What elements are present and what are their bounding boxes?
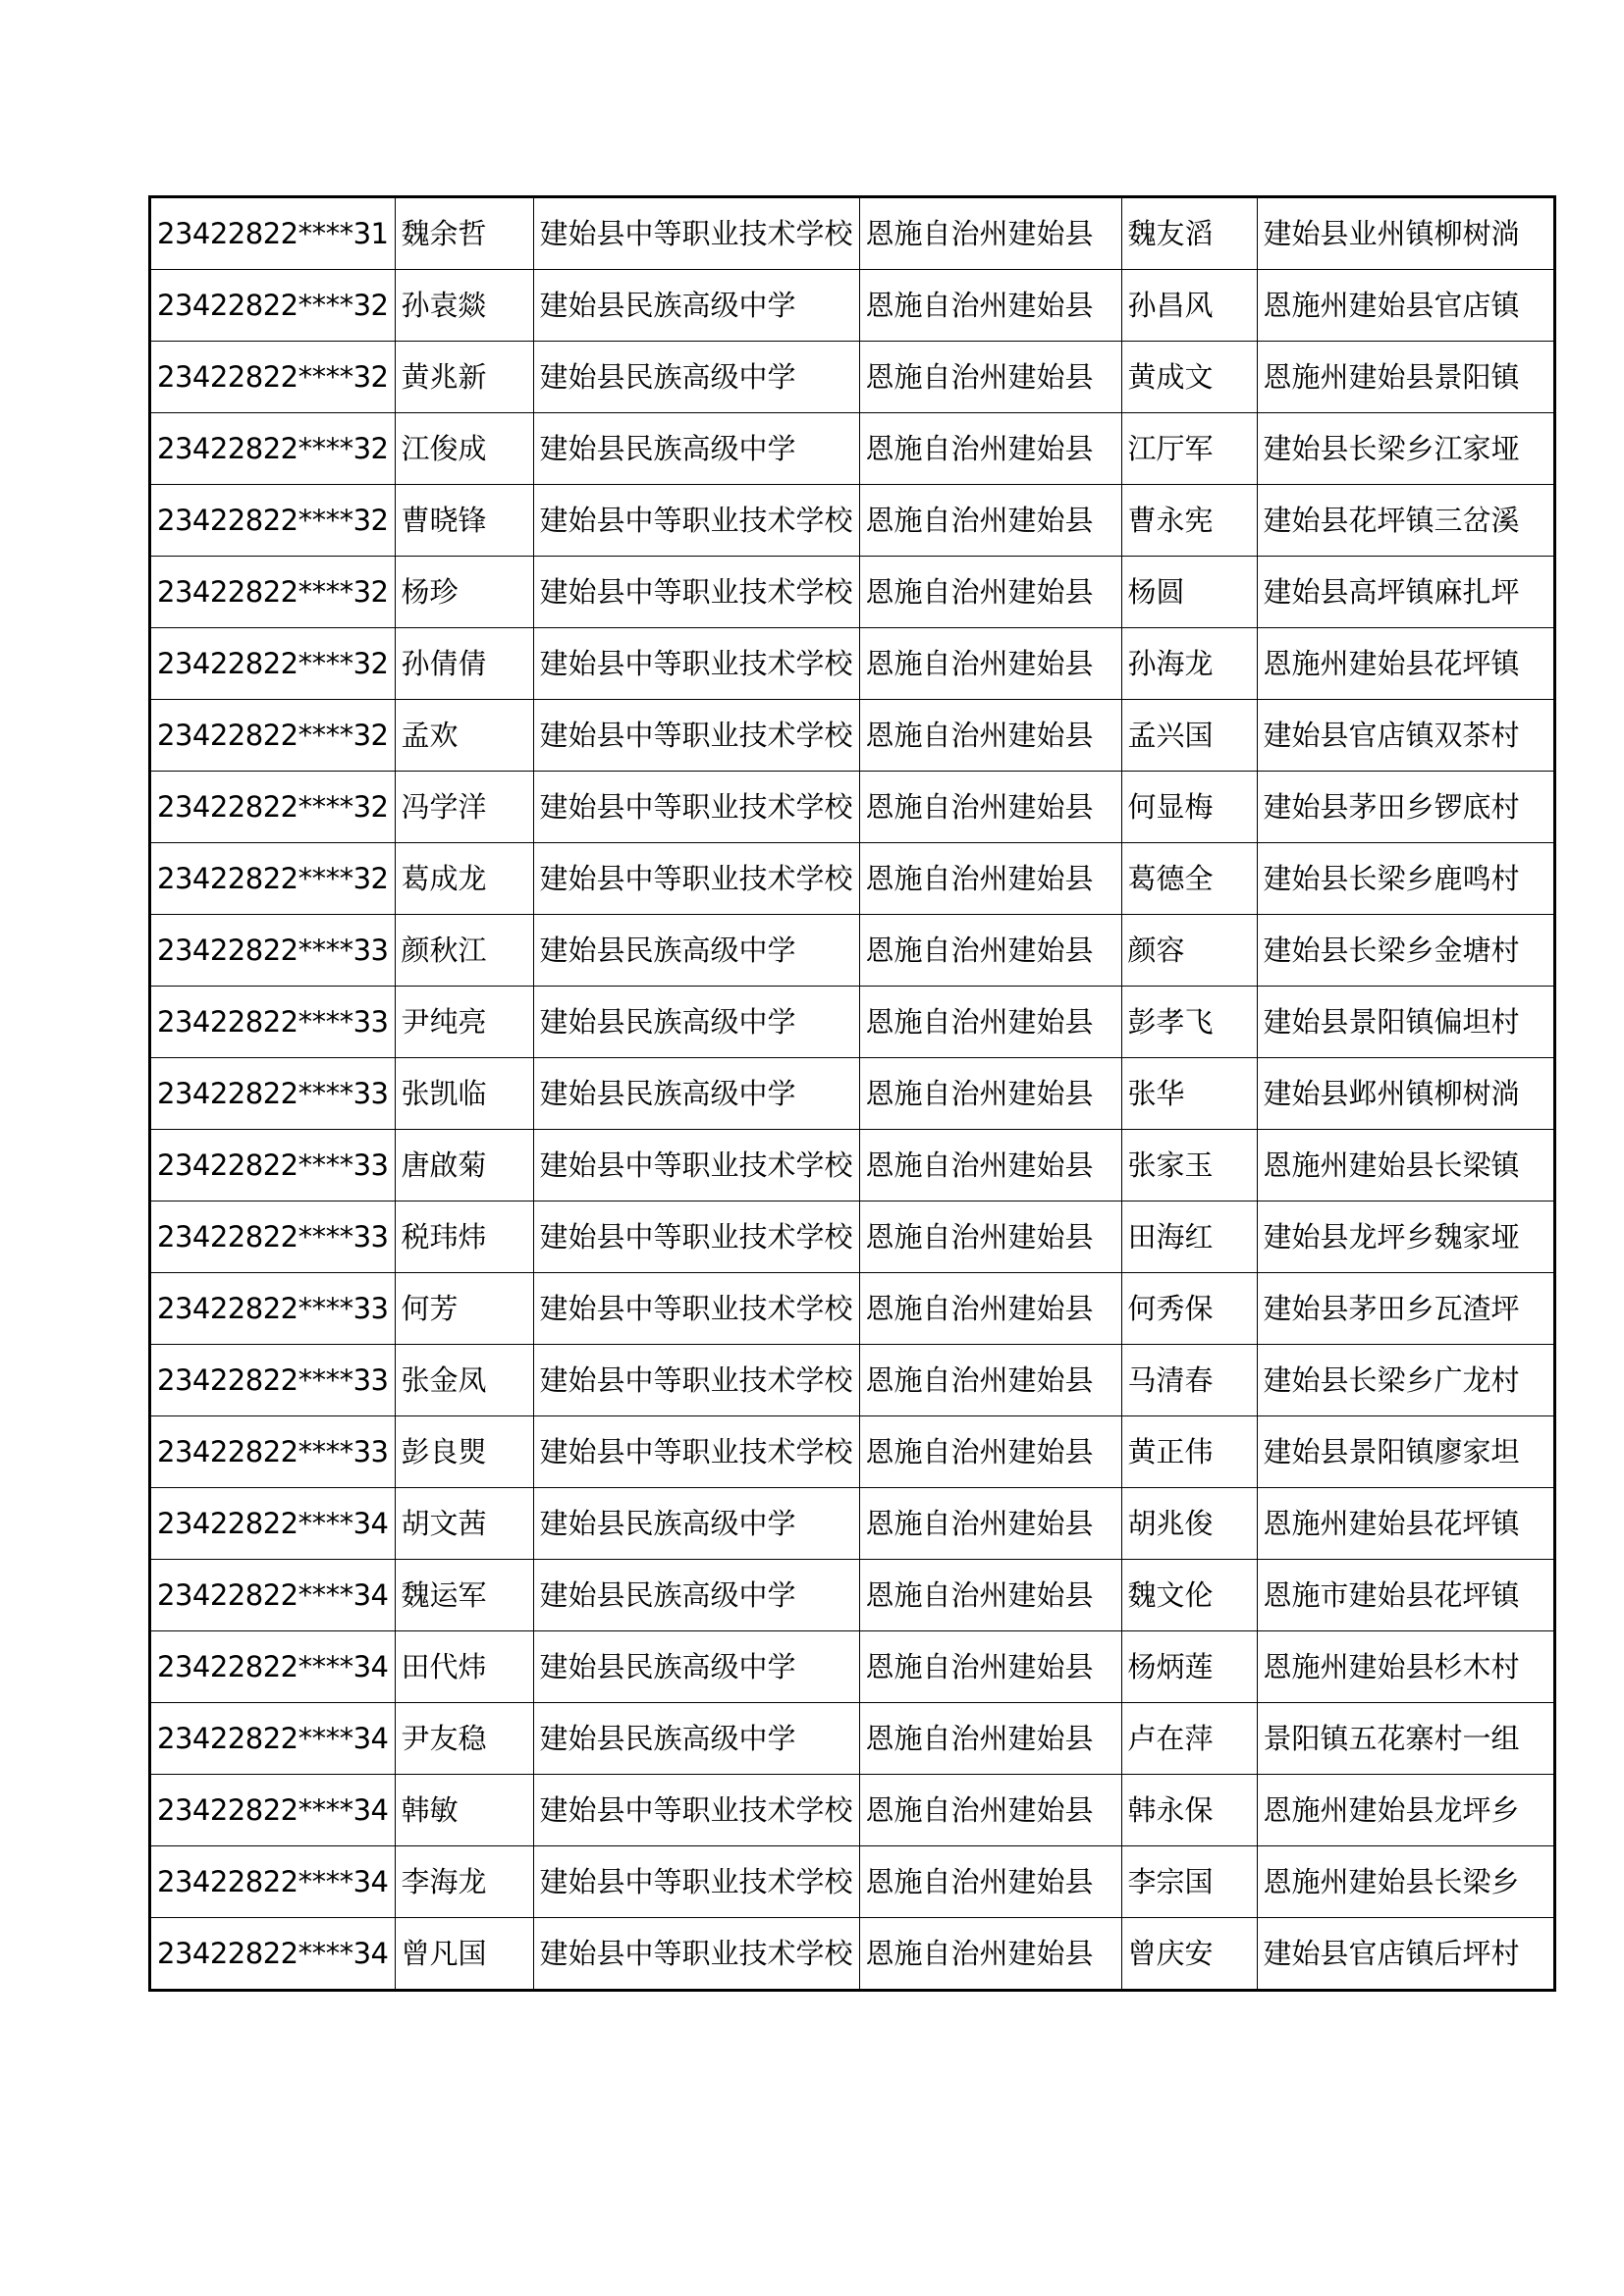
student-name-cell: 黄兆新	[395, 342, 533, 413]
school-cell: 建始县民族高级中学	[533, 413, 859, 485]
address-cell: 恩施州建始县花坪镇	[1257, 1488, 1554, 1560]
table-row	[150, 915, 1555, 987]
region-cell: 恩施自治州建始县	[859, 1560, 1121, 1631]
student-id-cell: 23422822****34	[150, 1775, 396, 1846]
student-id-cell: 23422822****31	[150, 197, 396, 270]
student-id-cell: 23422822****33	[150, 915, 396, 987]
address-cell: 建始县景阳镇偏坦村	[1257, 987, 1554, 1058]
table-row	[150, 1703, 1555, 1775]
student-name-cell: 颜秋江	[395, 915, 533, 987]
school-cell: 建始县民族高级中学	[533, 1631, 859, 1703]
school-cell: 建始县中等职业技术学校	[533, 1130, 859, 1201]
student-id-cell: 23422822****33	[150, 1058, 396, 1130]
table-row	[150, 700, 1555, 772]
student-id-cell: 23422822****32	[150, 628, 396, 700]
region-cell: 恩施自治州建始县	[859, 1846, 1121, 1918]
table-row	[150, 197, 1555, 270]
student-name-cell: 葛成龙	[395, 843, 533, 915]
address-cell: 建始县长梁乡江家垭	[1257, 413, 1554, 485]
region-cell: 恩施自治州建始县	[859, 1058, 1121, 1130]
table-row	[150, 1488, 1555, 1560]
student-id-cell: 23422822****32	[150, 413, 396, 485]
student-id-cell: 23422822****32	[150, 485, 396, 557]
student-id-cell: 23422822****32	[150, 700, 396, 772]
student-name-cell: 尹友稳	[395, 1703, 533, 1775]
table-row	[150, 1130, 1555, 1201]
guardian-name-cell: 张家玉	[1121, 1130, 1257, 1201]
guardian-name-cell: 魏文伦	[1121, 1560, 1257, 1631]
student-id-cell: 23422822****32	[150, 342, 396, 413]
table-row	[150, 1918, 1555, 1991]
school-cell: 建始县民族高级中学	[533, 1058, 859, 1130]
region-cell: 恩施自治州建始县	[859, 1703, 1121, 1775]
region-cell: 恩施自治州建始县	[859, 987, 1121, 1058]
table-row	[150, 413, 1555, 485]
school-cell: 建始县中等职业技术学校	[533, 628, 859, 700]
school-cell: 建始县中等职业技术学校	[533, 843, 859, 915]
school-cell: 建始县中等职业技术学校	[533, 197, 859, 270]
table-row	[150, 485, 1555, 557]
region-cell: 恩施自治州建始县	[859, 270, 1121, 342]
address-cell: 建始县业州镇柳树淌	[1257, 197, 1554, 270]
school-cell: 建始县中等职业技术学校	[533, 1345, 859, 1416]
address-cell: 恩施州建始县景阳镇	[1257, 342, 1554, 413]
student-id-cell: 23422822****34	[150, 1488, 396, 1560]
table-row	[150, 1273, 1555, 1345]
student-name-cell: 田代炜	[395, 1631, 533, 1703]
address-cell: 建始县茅田乡锣底村	[1257, 772, 1554, 843]
table-row	[150, 628, 1555, 700]
student-name-cell: 孙倩倩	[395, 628, 533, 700]
guardian-name-cell: 杨炳莲	[1121, 1631, 1257, 1703]
school-cell: 建始县中等职业技术学校	[533, 772, 859, 843]
region-cell: 恩施自治州建始县	[859, 413, 1121, 485]
address-cell: 恩施州建始县官店镇	[1257, 270, 1554, 342]
student-roster-table	[148, 195, 1556, 1992]
guardian-name-cell: 黄成文	[1121, 342, 1257, 413]
address-cell: 恩施州建始县长梁镇	[1257, 1130, 1554, 1201]
address-cell: 建始县邺州镇柳树淌	[1257, 1058, 1554, 1130]
student-id-cell: 23422822****33	[150, 1201, 396, 1273]
table-row	[150, 1560, 1555, 1631]
student-name-cell: 江俊成	[395, 413, 533, 485]
student-id-cell: 23422822****33	[150, 1273, 396, 1345]
table-row	[150, 772, 1555, 843]
student-name-cell: 魏运军	[395, 1560, 533, 1631]
student-name-cell: 韩敏	[395, 1775, 533, 1846]
guardian-name-cell: 魏友滔	[1121, 197, 1257, 270]
address-cell: 景阳镇五花寨村一组	[1257, 1703, 1554, 1775]
student-name-cell: 彭良煛	[395, 1416, 533, 1488]
student-name-cell: 税玮炜	[395, 1201, 533, 1273]
school-cell: 建始县民族高级中学	[533, 270, 859, 342]
table-row	[150, 1058, 1555, 1130]
student-name-cell: 尹纯亮	[395, 987, 533, 1058]
roster-table-body	[150, 197, 1555, 1991]
student-id-cell: 23422822****33	[150, 987, 396, 1058]
student-name-cell: 张金凤	[395, 1345, 533, 1416]
table-row	[150, 1631, 1555, 1703]
guardian-name-cell: 曹永宪	[1121, 485, 1257, 557]
table-row	[150, 1416, 1555, 1488]
school-cell: 建始县中等职业技术学校	[533, 557, 859, 628]
school-cell: 建始县民族高级中学	[533, 1703, 859, 1775]
region-cell: 恩施自治州建始县	[859, 197, 1121, 270]
student-id-cell: 23422822****32	[150, 557, 396, 628]
student-id-cell: 23422822****32	[150, 843, 396, 915]
guardian-name-cell: 张华	[1121, 1058, 1257, 1130]
school-cell: 建始县民族高级中学	[533, 1560, 859, 1631]
student-name-cell: 李海龙	[395, 1846, 533, 1918]
region-cell: 恩施自治州建始县	[859, 915, 1121, 987]
region-cell: 恩施自治州建始县	[859, 843, 1121, 915]
table-row	[150, 342, 1555, 413]
region-cell: 恩施自治州建始县	[859, 342, 1121, 413]
guardian-name-cell: 江厅军	[1121, 413, 1257, 485]
table-row	[150, 1345, 1555, 1416]
student-name-cell: 何芳	[395, 1273, 533, 1345]
table-row	[150, 557, 1555, 628]
table-row	[150, 843, 1555, 915]
table-row	[150, 987, 1555, 1058]
student-id-cell: 23422822****33	[150, 1345, 396, 1416]
student-id-cell: 23422822****32	[150, 270, 396, 342]
region-cell: 恩施自治州建始县	[859, 1130, 1121, 1201]
school-cell: 建始县民族高级中学	[533, 915, 859, 987]
region-cell: 恩施自治州建始县	[859, 700, 1121, 772]
guardian-name-cell: 田海红	[1121, 1201, 1257, 1273]
table-row	[150, 1846, 1555, 1918]
region-cell: 恩施自治州建始县	[859, 1918, 1121, 1991]
address-cell: 恩施州建始县花坪镇	[1257, 628, 1554, 700]
student-name-cell: 曾凡国	[395, 1918, 533, 1991]
student-id-cell: 23422822****34	[150, 1703, 396, 1775]
region-cell: 恩施自治州建始县	[859, 485, 1121, 557]
table-row	[150, 1201, 1555, 1273]
student-id-cell: 23422822****32	[150, 772, 396, 843]
school-cell: 建始县中等职业技术学校	[533, 1918, 859, 1991]
student-id-cell: 23422822****34	[150, 1631, 396, 1703]
school-cell: 建始县中等职业技术学校	[533, 700, 859, 772]
student-name-cell: 魏余哲	[395, 197, 533, 270]
student-id-cell: 23422822****34	[150, 1560, 396, 1631]
student-id-cell: 23422822****34	[150, 1918, 396, 1991]
guardian-name-cell: 何显梅	[1121, 772, 1257, 843]
region-cell: 恩施自治州建始县	[859, 1631, 1121, 1703]
region-cell: 恩施自治州建始县	[859, 628, 1121, 700]
address-cell: 建始县龙坪乡魏家垭	[1257, 1201, 1554, 1273]
student-name-cell: 冯学洋	[395, 772, 533, 843]
guardian-name-cell: 彭孝飞	[1121, 987, 1257, 1058]
guardian-name-cell: 胡兆俊	[1121, 1488, 1257, 1560]
school-cell: 建始县中等职业技术学校	[533, 1201, 859, 1273]
address-cell: 建始县景阳镇廖家坦	[1257, 1416, 1554, 1488]
guardian-name-cell: 何秀保	[1121, 1273, 1257, 1345]
guardian-name-cell: 孟兴国	[1121, 700, 1257, 772]
student-name-cell: 胡文茜	[395, 1488, 533, 1560]
guardian-name-cell: 马清春	[1121, 1345, 1257, 1416]
address-cell: 建始县高坪镇麻扎坪	[1257, 557, 1554, 628]
region-cell: 恩施自治州建始县	[859, 1488, 1121, 1560]
school-cell: 建始县中等职业技术学校	[533, 485, 859, 557]
guardian-name-cell: 孙海龙	[1121, 628, 1257, 700]
student-name-cell: 曹晓锋	[395, 485, 533, 557]
student-id-cell: 23422822****33	[150, 1416, 396, 1488]
region-cell: 恩施自治州建始县	[859, 772, 1121, 843]
guardian-name-cell: 李宗国	[1121, 1846, 1257, 1918]
school-cell: 建始县中等职业技术学校	[533, 1273, 859, 1345]
address-cell: 建始县官店镇后坪村	[1257, 1918, 1554, 1991]
address-cell: 建始县官店镇双茶村	[1257, 700, 1554, 772]
student-name-cell: 杨珍	[395, 557, 533, 628]
student-name-cell: 孙袁燚	[395, 270, 533, 342]
region-cell: 恩施自治州建始县	[859, 1345, 1121, 1416]
region-cell: 恩施自治州建始县	[859, 1273, 1121, 1345]
table-row	[150, 270, 1555, 342]
guardian-name-cell: 孙昌风	[1121, 270, 1257, 342]
address-cell: 恩施州建始县长梁乡	[1257, 1846, 1554, 1918]
school-cell: 建始县中等职业技术学校	[533, 1846, 859, 1918]
school-cell: 建始县中等职业技术学校	[533, 1775, 859, 1846]
guardian-name-cell: 葛德全	[1121, 843, 1257, 915]
region-cell: 恩施自治州建始县	[859, 1775, 1121, 1846]
region-cell: 恩施自治州建始县	[859, 1201, 1121, 1273]
student-name-cell: 唐啟菊	[395, 1130, 533, 1201]
address-cell: 恩施市建始县花坪镇	[1257, 1560, 1554, 1631]
student-id-cell: 23422822****33	[150, 1130, 396, 1201]
school-cell: 建始县民族高级中学	[533, 987, 859, 1058]
guardian-name-cell: 韩永保	[1121, 1775, 1257, 1846]
address-cell: 建始县长梁乡广龙村	[1257, 1345, 1554, 1416]
school-cell: 建始县民族高级中学	[533, 342, 859, 413]
school-cell: 建始县民族高级中学	[533, 1488, 859, 1560]
address-cell: 建始县花坪镇三岔溪	[1257, 485, 1554, 557]
region-cell: 恩施自治州建始县	[859, 557, 1121, 628]
address-cell: 建始县长梁乡金塘村	[1257, 915, 1554, 987]
guardian-name-cell: 曾庆安	[1121, 1918, 1257, 1991]
guardian-name-cell: 黄正伟	[1121, 1416, 1257, 1488]
guardian-name-cell: 杨圆	[1121, 557, 1257, 628]
student-id-cell: 23422822****34	[150, 1846, 396, 1918]
school-cell: 建始县中等职业技术学校	[533, 1416, 859, 1488]
table-row	[150, 1775, 1555, 1846]
document-page	[148, 195, 1556, 1992]
address-cell: 恩施州建始县杉木村	[1257, 1631, 1554, 1703]
student-name-cell: 孟欢	[395, 700, 533, 772]
guardian-name-cell: 卢在萍	[1121, 1703, 1257, 1775]
region-cell: 恩施自治州建始县	[859, 1416, 1121, 1488]
address-cell: 恩施州建始县龙坪乡	[1257, 1775, 1554, 1846]
address-cell: 建始县茅田乡瓦渣坪	[1257, 1273, 1554, 1345]
student-name-cell: 张凯临	[395, 1058, 533, 1130]
guardian-name-cell: 颜容	[1121, 915, 1257, 987]
address-cell: 建始县长梁乡鹿鸣村	[1257, 843, 1554, 915]
